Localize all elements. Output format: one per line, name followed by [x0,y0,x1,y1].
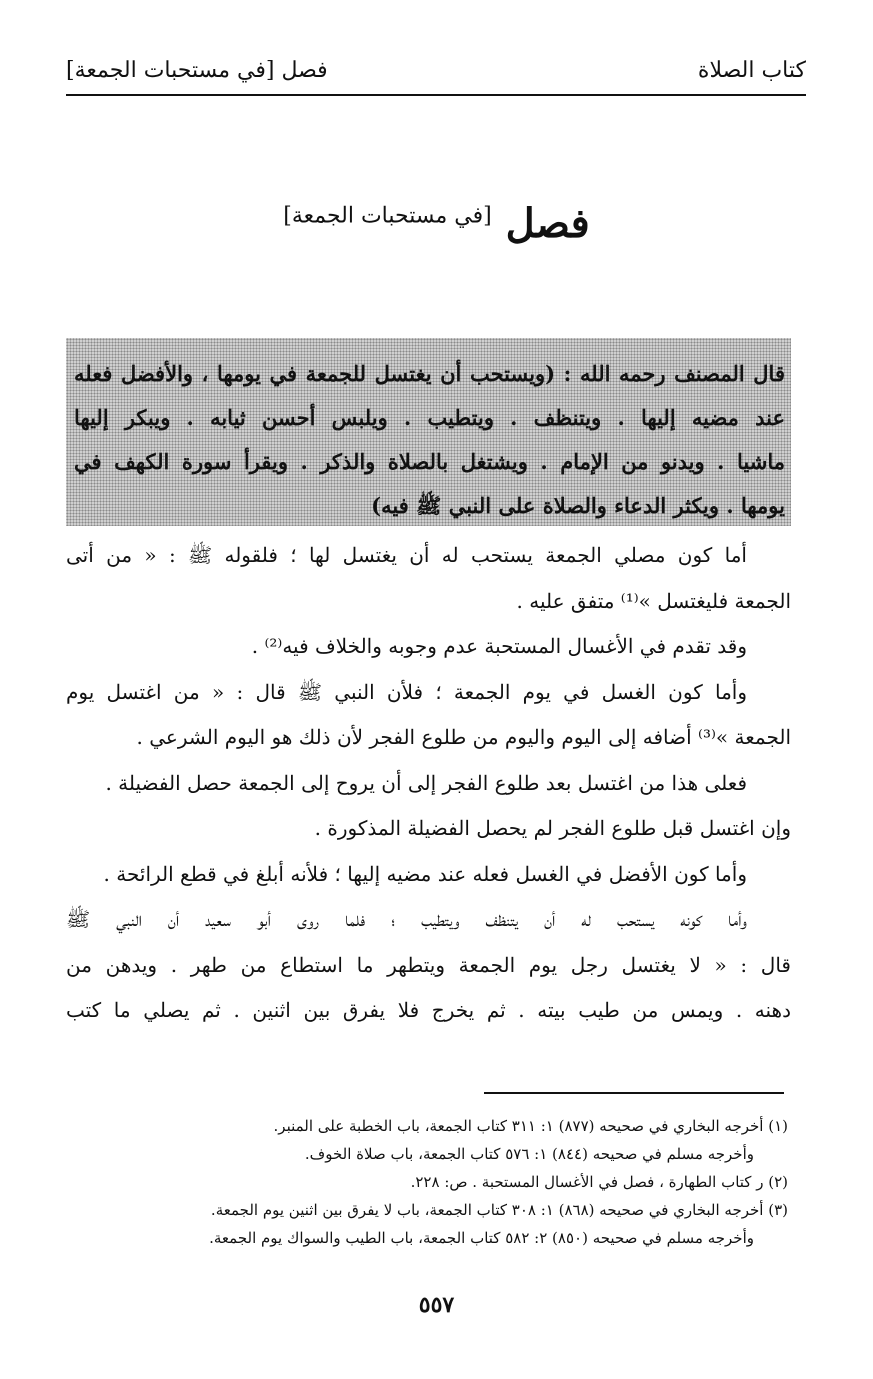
footnotes [66,1112,788,1252]
body-line: الجمعة فليغتسل »⁽¹⁾ متفق عليه . [516,588,791,613]
body-line: قال : « لا يغتسل رجل يوم الجمعة ويتطهر ما استطاع من طهر . ويدهن من [66,952,791,977]
page-number: ٥٥٧ [418,1292,455,1318]
body-line: دهنه . ويمس من طيب بيته . ثم يخرج فلا يفرق بين اثنين . ثم يصلي ما كتب [66,998,791,1022]
footnote-line: وأخرجه مسلم في صحيحه (٨٥٠) ٢: ٥٨٢ كتاب الجمعة، باب الطيب والسواك يوم الجمعة. [209,1229,754,1247]
header-book-title: كتاب الصلاة [697,57,806,83]
body-line: وأما كونه يستحب له أن يتنظف ويتطيب ؛ فلما روى أبو سعيد أن النبي ﷺ [66,907,747,931]
footnote-line: (٢) ر كتاب الطهارة ، فصل في الأغسال المستحبة . ص: ٢٢٨. [410,1173,788,1191]
footnote-line: وأخرجه مسلم في صحيحه (٨٤٤) ١: ٥٧٦ كتاب الجمعة، باب صلاة الخوف. [304,1145,754,1163]
body-line: وإن اغتسل قبل طلوع الفجر لم يحصل الفضيلة المذكورة . [314,816,791,840]
header-section-title: فصل [في مستحبات الجمعة] [66,57,328,83]
running-header [66,50,806,90]
chapter-title-bracketed: [في مستحبات الجمعة] [283,203,492,229]
chapter-title [0,200,873,247]
body-line: أما كون مصلي الجمعة يستحب له أن يغتسل لها ؛ فلقوله ﷺ : « من أتى [66,543,747,567]
footnote-line: (٣) أخرجه البخاري في صحيحه (٨٦٨) ١: ٣٠٨ كتاب الجمعة، باب لا يفرق بين اثنين يوم الجمعة. [210,1201,788,1219]
header-divider [66,94,806,96]
body-line: فعلى هذا من اغتسل بعد طلوع الفجر إلى أن يروح إلى الجمعة حصل الفضيلة . [105,770,747,795]
footnote-divider [484,1092,784,1094]
body-line: وأما كون الأفضل في الغسل فعله عند مضيه إليها ؛ فلأنه أبلغ في قطع الرائحة . [103,861,747,886]
matn-line: ماشيا . ويدنو من الإمام . ويشتغل بالصلاة والذكر . ويقرأ سورة الكهف في [74,449,785,474]
body-line: وقد تقدم في الأغسال المستحبة عدم وجوبه والخلاف فيه⁽²⁾ . [251,634,747,658]
commentary-body [66,533,791,1034]
matn-line: عند مضيه إليها . ويتنظف . ويتطيب . ويلبس أحسن ثيابه . ويبكر إليها [74,405,785,430]
chapter-title-word: فصل [505,200,590,247]
matn-line: قال المصنف رحمه الله : (ويستحب أن يغتسل للجمعة في يومها ، والأفضل فعله [74,361,785,386]
footnote-line: (١) أخرجه البخاري في صحيحه (٨٧٧) ١: ٣١١ كتاب الجمعة، باب الخطبة على المنبر. [273,1117,788,1135]
matn-quote-box [66,338,791,526]
matn-line: يومها . ويكثر الدعاء والصلاة على النبي ﷺ فيه) [371,493,785,518]
body-line: وأما كون الغسل في يوم الجمعة ؛ فلأن النبي ﷺ قال : « من اغتسل يوم [66,679,747,704]
body-line: الجمعة »⁽³⁾ أضافه إلى اليوم واليوم من طلوع الفجر لأن ذلك هو اليوم الشرعي . [136,725,791,749]
